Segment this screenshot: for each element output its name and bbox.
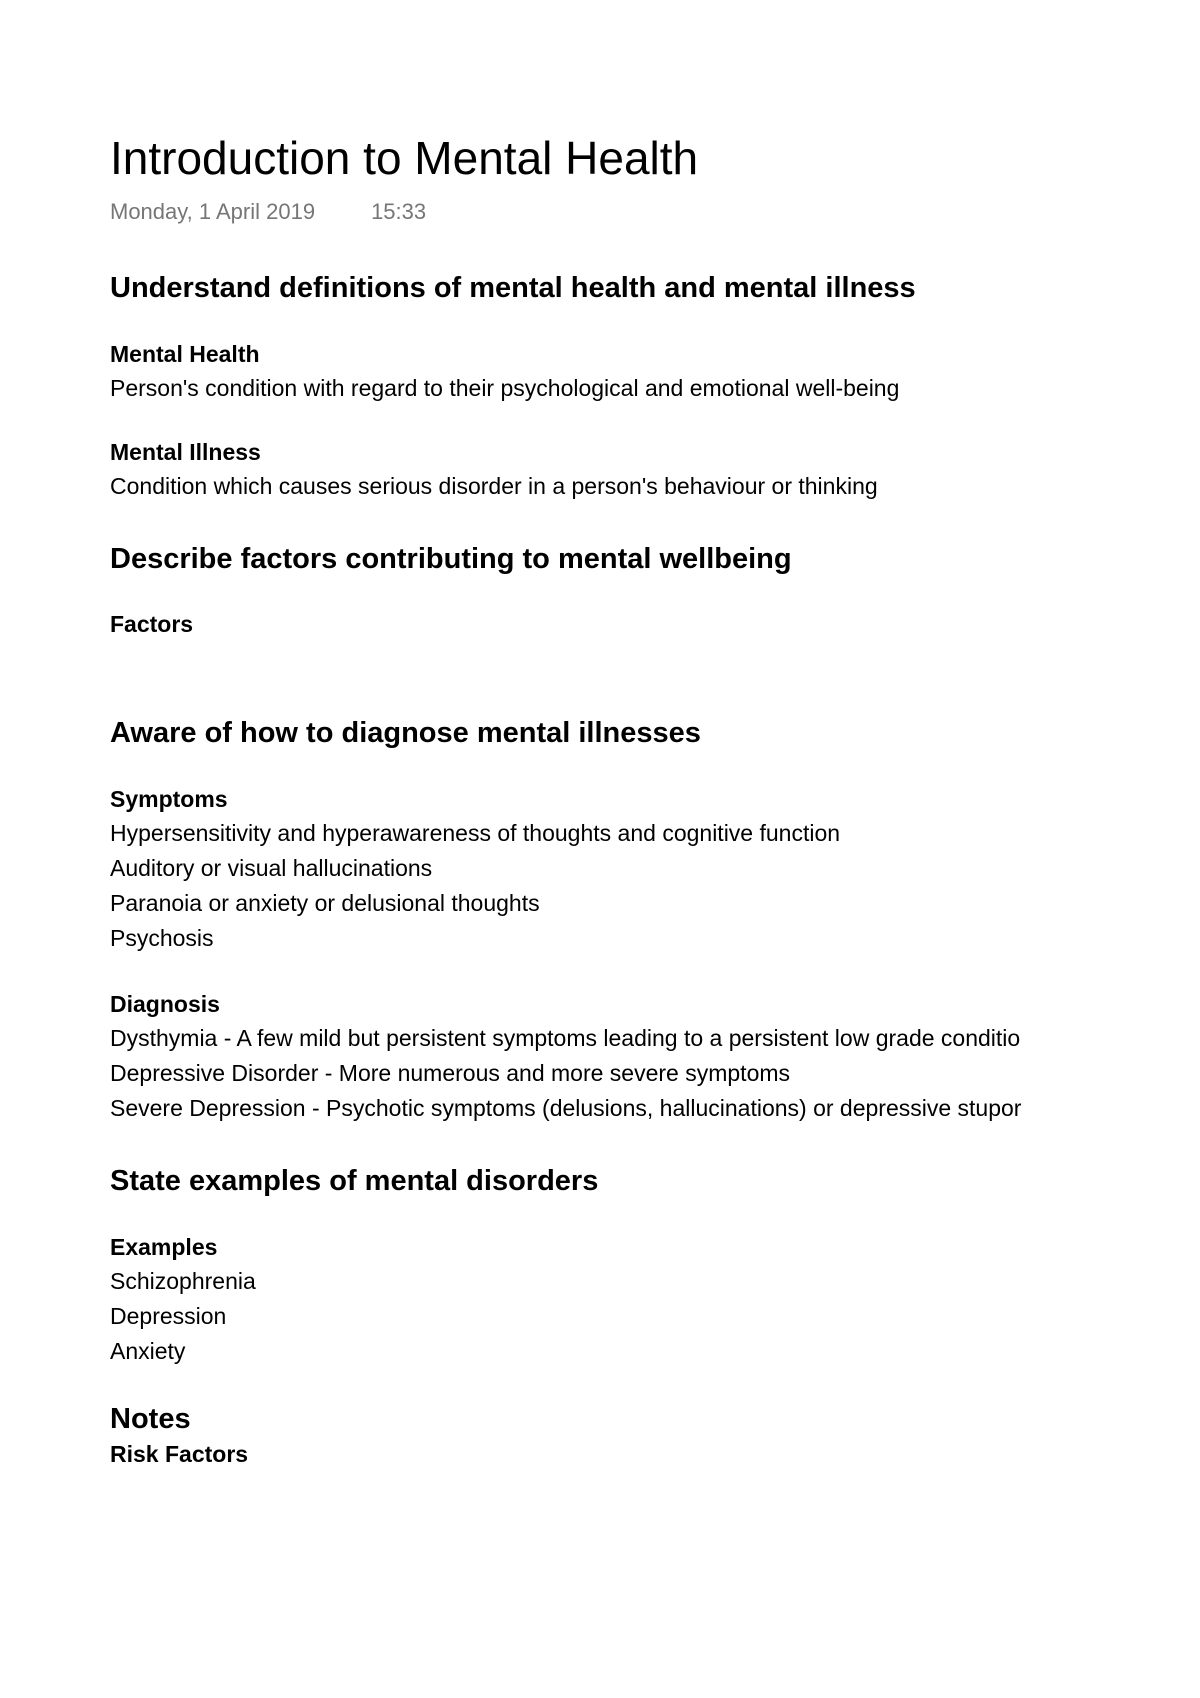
label-diagnosis: Diagnosis (110, 991, 220, 1017)
label-factors: Factors (110, 611, 194, 637)
example-item: Schizophrenia (110, 1268, 256, 1294)
heading-diagnose: Aware of how to diagnose mental illnesses (110, 717, 701, 749)
heading-notes: Notes (110, 1403, 191, 1435)
label-examples: Examples (110, 1234, 218, 1260)
symptom-item: Hypersensitivity and hyperawareness of thoughts and cognitive function (110, 820, 841, 846)
symptom-item: Psychosis (110, 925, 214, 951)
label-mental-illness: Mental Illness (110, 439, 261, 465)
heading-definitions: Understand definitions of mental health and mental illness (110, 272, 916, 304)
label-risk-factors: Risk Factors (110, 1441, 249, 1467)
page-time: 15:33 (371, 199, 427, 224)
symptom-item: Paranoia or anxiety or delusional thoughts (110, 890, 540, 916)
diagnosis-item: Severe Depression - Psychotic symptoms (delusions, hallucinations) or depressive stupor (110, 1095, 1022, 1121)
page-content (110, 130, 1200, 1471)
text-mental-health: Person's condition with regard to their psychological and emotional well-being (110, 375, 900, 401)
diagnosis-item: Depressive Disorder - More numerous and more severe symptoms (110, 1060, 791, 1086)
heading-examples: State examples of mental disorders (110, 1165, 599, 1197)
label-mental-health: Mental Health (110, 341, 260, 367)
page-title: Introduction to Mental Health (110, 132, 699, 184)
page-timestamp (110, 198, 1200, 226)
example-item: Anxiety (110, 1338, 186, 1364)
label-symptoms: Symptoms (110, 786, 228, 812)
diagnosis-item: Dysthymia - A few mild but persistent symptoms leading to a persistent low grade conditio (110, 1025, 1021, 1051)
example-item: Depression (110, 1303, 227, 1329)
text-mental-illness: Condition which causes serious disorder in a person's behaviour or thinking (110, 473, 878, 499)
page-date: Monday, 1 April 2019 (110, 199, 316, 224)
symptom-item: Auditory or visual hallucinations (110, 855, 433, 881)
heading-factors: Describe factors contributing to mental wellbeing (110, 543, 792, 575)
